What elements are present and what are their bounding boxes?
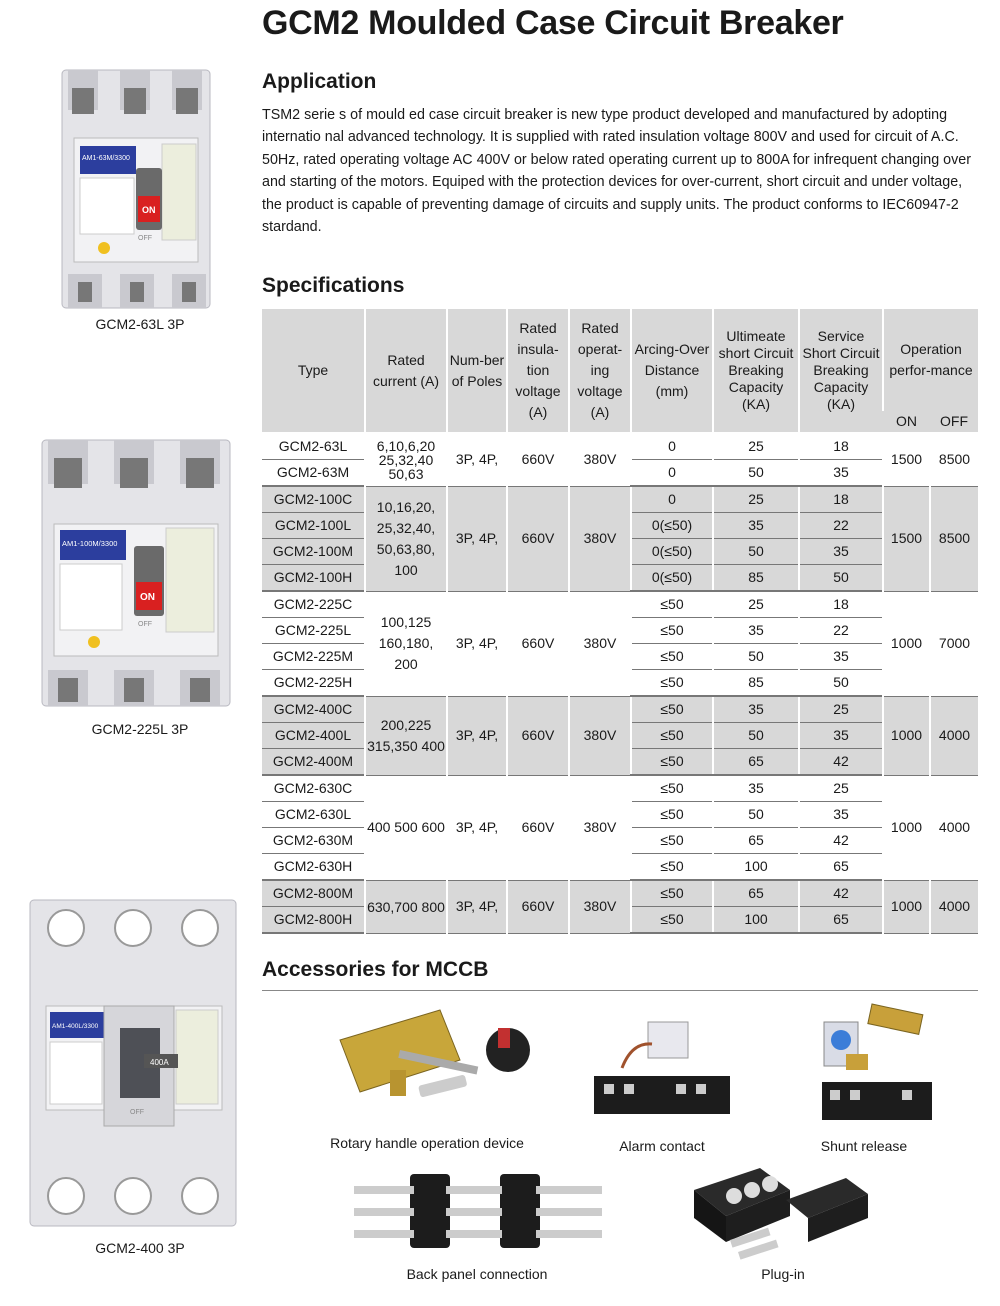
cell-rated-current: 6,10,6,20 25,32,40 50,63 [365, 433, 447, 486]
cell-rated-current: 400 500 600 [365, 775, 447, 880]
cell-arcing: ≤50 [631, 775, 713, 802]
cell-type: GCM2-225L [262, 618, 365, 644]
cell-ultimate-capacity: 50 [713, 460, 799, 487]
cell-service-capacity: 42 [799, 828, 883, 854]
shunt-release-caption: Shunt release [820, 1138, 908, 1154]
product-label-400: AM1-400L/3300 [52, 1023, 99, 1030]
cell-arcing: ≤50 [631, 828, 713, 854]
cell-type: GCM2-630C [262, 775, 365, 802]
cell-operating-voltage: 380V [569, 775, 631, 880]
cell-type: GCM2-400L [262, 723, 365, 749]
cell-type: GCM2-63L [262, 433, 365, 460]
off-label-63l: OFF [138, 235, 152, 242]
cell-type: GCM2-100H [262, 565, 365, 592]
cell-service-capacity: 50 [799, 565, 883, 592]
cell-service-capacity: 42 [799, 880, 883, 907]
cell-arcing: 0(≤50) [631, 565, 713, 592]
cell-ultimate-capacity: 65 [713, 828, 799, 854]
cell-type: GCM2-800M [262, 880, 365, 907]
header-poles: Num-ber of Poles [447, 309, 507, 433]
rotary-handle-image [330, 1000, 540, 1112]
cell-ultimate-capacity: 25 [713, 433, 799, 460]
cell-service-capacity: 35 [799, 460, 883, 487]
cell-ultimate-capacity: 100 [713, 854, 799, 881]
cell-arcing: ≤50 [631, 907, 713, 934]
cell-arcing: ≤50 [631, 723, 713, 749]
cell-ultimate-capacity: 65 [713, 749, 799, 776]
cell-type: GCM2-630L [262, 802, 365, 828]
cell-arcing: 0 [631, 460, 713, 487]
cell-poles: 3P, 4P, [447, 486, 507, 591]
alarm-contact-image [592, 1014, 732, 1120]
cell-service-capacity: 35 [799, 723, 883, 749]
cell-operation-off: 8500 [930, 486, 978, 591]
plug-in-image [690, 1160, 870, 1264]
cell-ultimate-capacity: 35 [713, 775, 799, 802]
header-insulation: Rated insula-tion voltage (A) [507, 309, 569, 433]
table-row [262, 591, 978, 618]
cell-operation-off: 4000 [930, 775, 978, 880]
breaker-image-400 [26, 898, 240, 1228]
cell-type: GCM2-400C [262, 696, 365, 723]
cell-service-capacity: 25 [799, 696, 883, 723]
cell-operation-on: 1000 [883, 696, 930, 775]
cell-ultimate-capacity: 35 [713, 513, 799, 539]
specifications-heading: Specifications [262, 274, 405, 297]
cell-arcing: ≤50 [631, 591, 713, 618]
cell-operation-on: 1500 [883, 433, 930, 486]
header-off: OFF [930, 411, 978, 433]
cell-arcing: ≤50 [631, 854, 713, 881]
cell-insulation-voltage: 660V [507, 433, 569, 486]
cell-operation-on: 1500 [883, 486, 930, 591]
table-row [262, 696, 978, 723]
cell-type: GCM2-225H [262, 670, 365, 697]
cell-service-capacity: 50 [799, 670, 883, 697]
cell-operation-off: 4000 [930, 696, 978, 775]
cell-arcing: ≤50 [631, 802, 713, 828]
cell-rated-current: 630,700 800 [365, 880, 447, 933]
cell-type: GCM2-225M [262, 644, 365, 670]
cell-ultimate-capacity: 50 [713, 723, 799, 749]
cell-operation-on: 1000 [883, 591, 930, 696]
cell-service-capacity: 22 [799, 618, 883, 644]
breaker-image-225l [38, 436, 234, 710]
cell-poles: 3P, 4P, [447, 433, 507, 486]
cell-poles: 3P, 4P, [447, 880, 507, 933]
cell-service-capacity: 42 [799, 749, 883, 776]
cell-arcing: 0(≤50) [631, 513, 713, 539]
cell-rated-current: 100,125 160,180, 200 [365, 591, 447, 696]
cell-type: GCM2-63M [262, 460, 365, 487]
cell-operating-voltage: 380V [569, 486, 631, 591]
cell-poles: 3P, 4P, [447, 775, 507, 880]
header-service: Service Short Circuit Breaking Capacity (KA) [799, 309, 883, 433]
breaker-caption-225l: GCM2-225L 3P [91, 721, 189, 737]
header-operating: Rated operat-ing voltage (A) [569, 309, 631, 433]
cell-poles: 3P, 4P, [447, 696, 507, 775]
cell-operation-off: 7000 [930, 591, 978, 696]
cell-ultimate-capacity: 100 [713, 907, 799, 934]
header-rated-current: Rated current (A) [365, 309, 447, 433]
cell-type: GCM2-630M [262, 828, 365, 854]
cell-rated-current: 200,225 315,350 400 [365, 696, 447, 775]
cell-operation-on: 1000 [883, 775, 930, 880]
cell-service-capacity: 18 [799, 433, 883, 460]
cell-service-capacity: 35 [799, 802, 883, 828]
cell-ultimate-capacity: 50 [713, 644, 799, 670]
switch-label-63l: ON [142, 205, 156, 215]
cell-service-capacity: 35 [799, 539, 883, 565]
cell-ultimate-capacity: 65 [713, 880, 799, 907]
cell-ultimate-capacity: 85 [713, 670, 799, 697]
cell-arcing: ≤50 [631, 618, 713, 644]
page-title: GCM2 Moulded Case Circuit Breaker [262, 4, 844, 42]
cell-operating-voltage: 380V [569, 591, 631, 696]
cell-ultimate-capacity: 35 [713, 696, 799, 723]
back-panel-image [350, 1168, 610, 1258]
rotary-handle-caption: Rotary handle operation device [330, 1135, 524, 1151]
cell-insulation-voltage: 660V [507, 696, 569, 775]
accessories-divider [262, 990, 978, 991]
cell-arcing: ≤50 [631, 670, 713, 697]
switch-label-400: 400A [150, 1058, 169, 1067]
header-on: ON [883, 411, 930, 433]
table-row [262, 486, 978, 513]
cell-type: GCM2-400M [262, 749, 365, 776]
cell-insulation-voltage: 660V [507, 486, 569, 591]
table-row [262, 880, 978, 907]
cell-type: GCM2-100C [262, 486, 365, 513]
cell-service-capacity: 18 [799, 486, 883, 513]
off-label-225l: OFF [138, 621, 152, 628]
header-ultimate: Ultimeate short Circuit Breaking Capacity (KA) [713, 309, 799, 433]
accessories-heading: Accessories for MCCB [262, 958, 489, 981]
cell-insulation-voltage: 660V [507, 775, 569, 880]
header-operation: Operation perfor-mance [883, 309, 978, 411]
cell-arcing: 0(≤50) [631, 539, 713, 565]
table-row [262, 775, 978, 802]
product-label-63l: AM1-63M/3300 [82, 155, 130, 162]
cell-type: GCM2-100M [262, 539, 365, 565]
cell-ultimate-capacity: 35 [713, 618, 799, 644]
cell-ultimate-capacity: 50 [713, 802, 799, 828]
breaker-caption-400: GCM2-400 3P [95, 1240, 185, 1256]
shunt-release-image [810, 1000, 936, 1124]
cell-arcing: 0 [631, 486, 713, 513]
cell-insulation-voltage: 660V [507, 591, 569, 696]
cell-type: GCM2-800H [262, 907, 365, 934]
cell-type: GCM2-225C [262, 591, 365, 618]
cell-operation-off: 8500 [930, 433, 978, 486]
cell-type: GCM2-630H [262, 854, 365, 881]
alarm-contact-caption: Alarm contact [619, 1138, 705, 1154]
cell-insulation-voltage: 660V [507, 880, 569, 933]
header-arcing: Arcing-Over Distance (mm) [631, 309, 713, 433]
cell-rated-current: 10,16,20, 25,32,40, 50,63,80, 100 [365, 486, 447, 591]
back-panel-caption: Back panel connection [406, 1266, 548, 1282]
cell-service-capacity: 65 [799, 907, 883, 934]
cell-service-capacity: 65 [799, 854, 883, 881]
breaker-image-63l [58, 68, 214, 312]
cell-operating-voltage: 380V [569, 880, 631, 933]
cell-operating-voltage: 380V [569, 696, 631, 775]
cell-operating-voltage: 380V [569, 433, 631, 486]
cell-ultimate-capacity: 25 [713, 486, 799, 513]
application-heading: Application [262, 70, 377, 93]
cell-operation-off: 4000 [930, 880, 978, 933]
cell-ultimate-capacity: 25 [713, 591, 799, 618]
cell-arcing: ≤50 [631, 880, 713, 907]
plug-in-caption: Plug-in [761, 1266, 805, 1282]
cell-ultimate-capacity: 85 [713, 565, 799, 592]
cell-arcing: ≤50 [631, 696, 713, 723]
cell-service-capacity: 22 [799, 513, 883, 539]
cell-ultimate-capacity: 50 [713, 539, 799, 565]
product-label-225l: AM1-100M/3300 [62, 539, 118, 548]
cell-service-capacity: 35 [799, 644, 883, 670]
header-type: Type [262, 309, 365, 433]
cell-service-capacity: 25 [799, 775, 883, 802]
specifications-table [262, 309, 978, 934]
cell-operation-on: 1000 [883, 880, 930, 933]
cell-arcing: ≤50 [631, 644, 713, 670]
breaker-caption-63l: GCM2-63L 3P [95, 316, 185, 332]
cell-poles: 3P, 4P, [447, 591, 507, 696]
cell-arcing: ≤50 [631, 749, 713, 776]
application-text: TSM2 serie s of mould ed case circuit breaker is new type product developed and manufactured by adopting internatio nal advanced technology. It is supplied with rated insulation voltage 800V and used for circuit of A.C. 50Hz, rated operating voltage AC 400V or below rated operating current up to 800A for infrequent changing over and starting of the motors. Equiped with the protection devices for over-current, short circuit and under voltage, the product is capable of preventing damage of circuits and supply units. The product conforms to IEC60947-2 stardand. [262, 107, 971, 236]
cell-service-capacity: 18 [799, 591, 883, 618]
cell-arcing: 0 [631, 433, 713, 460]
table-row [262, 433, 978, 460]
off-label-400: OFF [130, 1109, 144, 1116]
switch-label-225l: ON [140, 592, 155, 603]
cell-type: GCM2-100L [262, 513, 365, 539]
